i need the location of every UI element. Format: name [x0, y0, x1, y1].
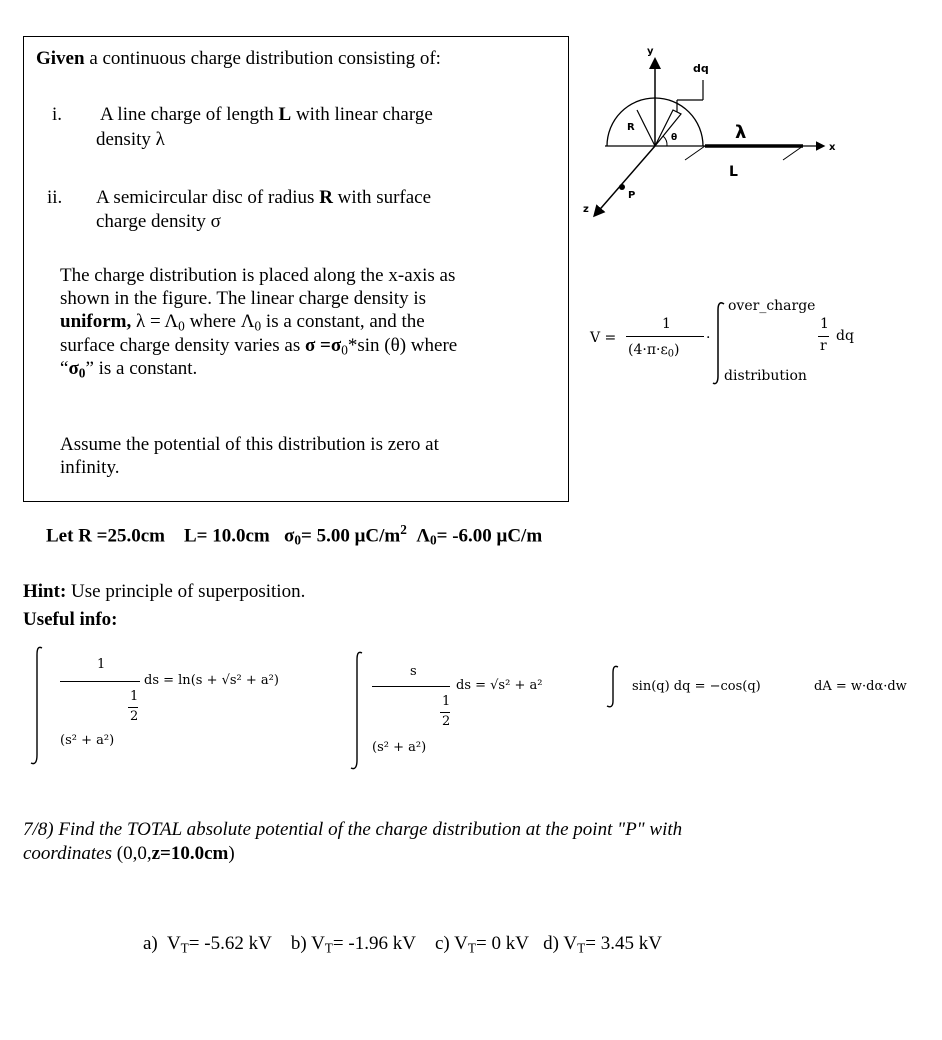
label-L: L [729, 164, 738, 180]
formula-denominator [628, 342, 679, 359]
int2-exp-bar [440, 712, 450, 713]
uniform-word: uniform, [60, 311, 132, 332]
coords-c: ) [228, 843, 235, 864]
para1-l4-b: σ =σ [304, 335, 342, 356]
para1-l3-rest: λ = Λ [131, 311, 179, 332]
question-number: 7/8) [23, 819, 54, 840]
answer-d-letter: d) [543, 933, 559, 954]
sigma-sup: 2 [400, 522, 407, 537]
para1-l5-a: “ [60, 358, 69, 379]
int2-numerator: s [410, 664, 417, 679]
value-R: R =25.0cm [78, 525, 165, 547]
answer-a-value: = -5.62 kV [188, 933, 272, 954]
sigma-symbol: σ [284, 525, 295, 547]
para1-l5-c: ” is a constant. [85, 358, 198, 379]
label-y: y [647, 46, 654, 57]
hint-label: Hint: [23, 581, 67, 602]
integrand-numerator: 1 [820, 316, 829, 332]
int2-exp-den: 2 [442, 714, 451, 729]
answer-a-v: V [166, 933, 181, 954]
label-x: x [829, 142, 836, 153]
question-coordinates-word: coordinates [23, 843, 113, 864]
answer-a-sub: T [180, 940, 189, 956]
int1-rhs: ds = ln(s + √s² + a²) [144, 673, 279, 688]
answer-c-letter: c) [434, 933, 450, 954]
given-intro [36, 47, 441, 70]
item-i-L: L [278, 104, 292, 125]
answers [143, 932, 662, 959]
int1-bar [60, 681, 140, 682]
label-dq: dq [693, 62, 709, 75]
int2-exp-num: 1 [442, 694, 451, 709]
question-text: Find the TOTAL absolute potential of the charge distribution at the point "P" with [53, 819, 683, 840]
lambda-symbol: Λ [416, 525, 430, 547]
item-ii-text-c: with surface [332, 187, 432, 208]
int1-exp-num: 1 [130, 689, 139, 704]
int1-rhs-text: ds = ln [144, 673, 191, 688]
answer-c[interactable] [435, 933, 529, 954]
z-axis [595, 146, 655, 215]
label-P: P [628, 190, 636, 201]
value-sigma: = 5.00 μC/m [301, 525, 401, 547]
item-i-line1 [100, 103, 433, 126]
coords-z: z=10.0cm [151, 843, 229, 864]
answer-a[interactable] [143, 933, 272, 954]
int1-rhs-inner: s + √s² + a² [195, 673, 274, 688]
answer-d-v: V [563, 933, 578, 954]
answer-d[interactable] [543, 933, 662, 954]
integral-1-sign [30, 645, 46, 767]
formula-lower-limit: distribution [724, 368, 807, 384]
label-theta: θ [671, 133, 678, 143]
answer-b[interactable] [291, 933, 416, 954]
int2-den-base: (s² + a²) [372, 740, 427, 755]
formula-den-end: ) [673, 342, 680, 358]
integral-2 [350, 650, 590, 775]
item-ii-line2: charge density σ [96, 211, 221, 232]
formula-differential: dq [836, 328, 854, 344]
formula-den-sub: 0 [667, 348, 674, 360]
L-hatch-right [783, 146, 803, 160]
answer-b-v: V [311, 933, 325, 954]
para1-line1: The charge distribution is placed along the x-axis as [60, 265, 456, 286]
answer-c-sub: T [467, 940, 476, 956]
given-lead-rest: a continuous charge distribution consisting of: [84, 48, 441, 69]
integral-1 [30, 645, 330, 770]
lambda-sub: 0 [429, 532, 437, 548]
formula-upper-limit: over_charge [728, 298, 816, 314]
integral-3-sign [606, 664, 622, 710]
question-line1 [23, 818, 682, 841]
point-P [619, 184, 625, 190]
para2-line1: Assume the potential of this distribution is zero at [60, 434, 439, 455]
formula-fraction-bar [626, 336, 704, 337]
coords-a: (0,0, [112, 843, 152, 864]
integrand-bar [818, 336, 829, 337]
label-lambda: λ [735, 122, 747, 143]
para1-l3-sub: 0 [178, 318, 185, 334]
answer-a-letter: a) [143, 933, 158, 954]
value-lambda: = -6.00 μC/m [436, 525, 543, 547]
given-lead: Given [36, 48, 85, 69]
answer-d-value: = 3.45 kV [585, 933, 662, 954]
para1-l3-tail: where Λ [184, 311, 255, 332]
question-line2 [23, 842, 235, 865]
int1-exp-bar [128, 707, 138, 708]
formula-lhs: V = [590, 330, 617, 346]
integral-2-sign [350, 650, 366, 772]
item-ii-line1 [96, 186, 431, 209]
int1-den-base: (s² + a²) [60, 733, 115, 748]
item-ii-number: ii. [47, 187, 63, 208]
hint [23, 580, 305, 603]
item-i-text-a: A line charge of length [100, 104, 279, 125]
L-hatch-left [685, 146, 705, 160]
int2-rhs: ds = √s² + a² [456, 678, 543, 693]
formula-den-a: (4·π·ε [628, 342, 668, 358]
para2-line2: infinity. [60, 457, 120, 478]
values-prefix: Let [46, 525, 79, 547]
para1-l3-sub2: 0 [254, 318, 262, 334]
label-z: z [583, 204, 589, 215]
item-ii-text-a: A semicircular disc of radius [96, 187, 320, 208]
item-i-line2: density λ [96, 129, 165, 150]
formula-dot: · [706, 330, 711, 346]
value-L: L= 10.0cm [184, 525, 270, 547]
label-R: R [627, 122, 635, 133]
formula-numerator: 1 [662, 316, 671, 332]
theta-arc [663, 136, 667, 146]
item-i-number: i. [52, 104, 63, 125]
para1-l3-end: is a constant, and the [261, 311, 425, 332]
answer-d-sub: T [577, 940, 586, 956]
item-i-text-c: with linear charge [291, 104, 433, 125]
para1-line2: shown in the figure. The linear charge density is [60, 288, 427, 309]
para1-l5-sub: 0 [78, 365, 86, 381]
item-ii-R: R [319, 187, 333, 208]
answer-c-v: V [454, 933, 468, 954]
potential-formula [590, 296, 880, 396]
answer-b-value: = -1.96 kV [332, 933, 416, 954]
given-values [46, 518, 542, 552]
para1-l4-sub: 0 [341, 342, 348, 358]
para1-l5-b: σ [68, 358, 79, 379]
int1-exp-den: 2 [130, 709, 139, 724]
answer-b-letter: b) [290, 933, 307, 954]
integrand-denominator: r [820, 338, 827, 354]
useful-info-label: Useful info: [23, 609, 118, 630]
answer-c-value: = 0 kV [475, 933, 529, 954]
sigma-sub: 0 [294, 532, 302, 548]
hint-text: Use principle of superposition. [66, 581, 306, 602]
para1-l4-a: surface charge density varies as [60, 335, 305, 356]
para1-l4-c: *sin (θ) where [347, 335, 458, 356]
answer-b-sub: T [324, 940, 333, 956]
integral-3-text: sin(q) dq = −cos(q) [632, 679, 761, 694]
int1-numerator: 1 [97, 657, 106, 672]
radius-line [637, 110, 655, 146]
area-element-text: dA = w·dα·dw [814, 679, 907, 694]
charge-distribution-figure [575, 40, 860, 230]
int2-bar [372, 686, 450, 687]
para1-line5 [60, 357, 197, 384]
